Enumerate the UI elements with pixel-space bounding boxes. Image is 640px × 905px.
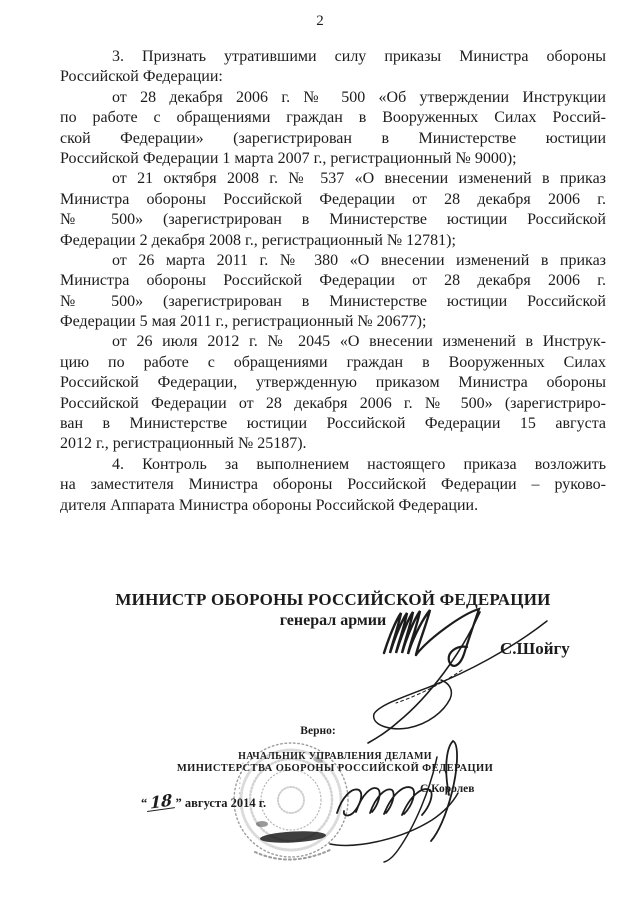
date-open-quote: “: [141, 796, 148, 810]
paragraph: [60, 332, 606, 454]
text-line: от 21 октября 2008 г. № 537 «О внесении изменений в приказ: [112, 170, 606, 188]
certification-date: [141, 790, 267, 813]
text-line: по работе с обращениями граждан в Вооруженных Силах Россий-: [60, 109, 606, 127]
text-line: Министра обороны Российской Федерации от 28 декабря 2006 г.: [60, 190, 606, 208]
page-number: 2: [316, 13, 324, 29]
paragraph: [60, 169, 606, 251]
korolev-name: С.Королев: [420, 783, 475, 795]
date-close-quote: ”: [175, 796, 182, 810]
shoygu-name: С.Шойгу: [500, 639, 570, 658]
text-line: Министра обороны Российской Федерации от 28 декабря 2006 г.: [60, 272, 606, 290]
text-line: Российской Федерации 1 марта 2007 г., регистрационный № 9000);: [60, 149, 517, 167]
text-line: Российской Федерации, утвержденную приказом Министра обороны: [60, 374, 606, 392]
text-line: цию по работе с обращениями граждан в Вооруженных Силах: [60, 353, 606, 371]
text-line: 3. Признать утратившими силу приказы Министра обороны: [112, 48, 606, 65]
text-line: на заместителя Министра обороны Российской Федерации – руково-: [60, 476, 606, 494]
text-line: 4. Контроль за выполнением настоящего приказа возложить: [112, 455, 606, 473]
handwritten-day: 18: [147, 793, 175, 812]
text-line: № 500» (зарегистрирован в Министерстве юстиции Российской: [60, 292, 606, 310]
paragraph: [60, 251, 606, 333]
text-line: 2012 г., регистрационный № 25187).: [60, 435, 307, 453]
text-line: от 26 марта 2011 г. № 380 «О внесении изменений в приказ: [112, 251, 606, 269]
text-line: Российской Федерации:: [60, 68, 223, 86]
text-line: дителя Аппарата Министра обороны Российской Федерации.: [60, 496, 479, 514]
text-line: от 28 декабря 2006 г. № 500 «Об утверждении Инструкции: [112, 88, 606, 106]
certification-label: Верно:: [300, 725, 336, 737]
certifier-position-line2: МИНИСТЕРСТВА ОБОРОНЫ РОССИЙСКОЙ ФЕДЕРАЦИИ: [176, 763, 494, 774]
text-line: № 500» (зарегистрирован в Министерстве юстиции Российской: [60, 211, 606, 229]
text-line: Федерации 2 декабря 2008 г., регистрационный № 12781);: [60, 231, 456, 249]
paragraph: [60, 455, 606, 516]
date-text: августа 2014 г.: [181, 796, 267, 810]
certifier-position-line1: НАЧАЛЬНИК УПРАВЛЕНИЯ ДЕЛАМИ: [238, 751, 432, 762]
paragraph: [60, 88, 606, 170]
minister-rank: генерал армии: [279, 612, 387, 629]
text-line: Федерации 5 мая 2011 г., регистрационный № 20677);: [60, 313, 427, 331]
text-line: ской Федерации» (зарегистрирован в Министерстве юстиции: [60, 129, 606, 147]
document-body: [60, 47, 606, 516]
text-line: от 26 июля 2012 г. № 2045 «О внесении изменений в Инструк-: [112, 333, 606, 351]
minister-title: МИНИСТР ОБОРОНЫ РОССИЙСКОЙ ФЕДЕРАЦИИ: [115, 590, 551, 609]
text-line: Российской Федерации от 28 декабря 2006 г. № 500» (зарегистриро-: [60, 394, 606, 412]
paragraph: [60, 47, 606, 88]
text-line: ван в Министерстве юстиции Российской Федерации 15 августа: [60, 415, 606, 433]
